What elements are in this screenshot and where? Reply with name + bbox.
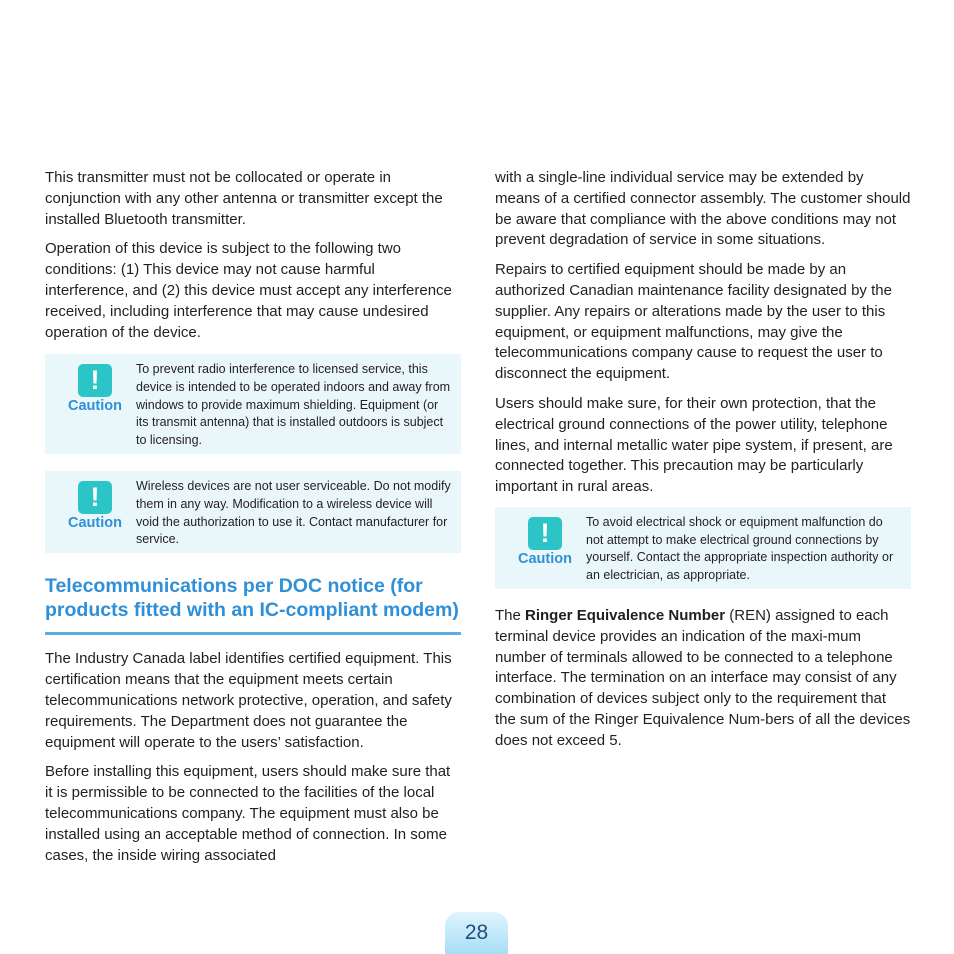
caution-label: Caution bbox=[68, 515, 122, 532]
ren-rest: (REN) assigned to each terminal device provides an indication of the maxi-mum number of terminals allowed to be connected to a telephone interface. The termination on an interface may consist of any combination of devices subject only to the requirement that the sum of the Ringer Equivalence Num-bers of all the devices does not exceed 5. bbox=[495, 606, 911, 749]
body-paragraph: The Industry Canada label identifies certified equipment. This certification means that the equipment meets certain telecommunications network protective, operation, and safety requirements. The Department does not guarantee the equipment will operate to the users’ satisfaction. bbox=[45, 650, 452, 751]
ren-lead: The bbox=[495, 606, 526, 624]
body-paragraph: Before installing this equipment, users should make sure that it is permissible to be connected to the facilities of the local telecommunications company. The equipment must also be installed using an acceptable method of connection. In some cases, the inside wiring associated bbox=[45, 763, 451, 864]
body-paragraph: Users should make sure, for their own protection, that the electrical ground connections of the power utility, telephone lines, and internal metallic water pipe system, if present, are connected together. This precaution may be particularly important in rural areas. bbox=[495, 394, 893, 496]
caution-badge bbox=[505, 517, 585, 567]
exclamation-icon: ! bbox=[78, 481, 112, 514]
page-number: 28 bbox=[445, 912, 508, 954]
body-paragraph: This transmitter must not be collocated or operate in conjunction with any other antenna or transmitter except the installed Bluetooth transmitter. bbox=[45, 169, 443, 228]
exclamation-icon: ! bbox=[528, 517, 562, 550]
caution-badge bbox=[55, 481, 135, 531]
body-paragraph: Operation of this device is subject to the following two conditions: (1) This device may not cause harmful interference, and (2) this device must accept any interference received, including interference that may cause undesired operation of the device. bbox=[45, 240, 452, 341]
caution-badge bbox=[55, 364, 135, 414]
caution-box bbox=[45, 354, 461, 454]
body-paragraph: with a single-line individual service may be extended by means of a certified connector assembly. The customer should be aware that compliance with the above conditions may not prevent degradation of service in some situations. bbox=[495, 169, 911, 249]
caution-text: To prevent radio interference to licensed service, this device is intended to be operated indoors and away from windows to provide maximum shielding. Equipment (or its transmit antenna) that is installed outdoors is subject to licensing. bbox=[136, 362, 451, 447]
section-divider bbox=[45, 632, 461, 635]
exclamation-icon: ! bbox=[78, 364, 112, 397]
caution-text: Wireless devices are not user serviceable. Do not modify them in any way. Modification to a wireless device will void the authorization to use it. Contact manufacturer for service. bbox=[136, 479, 451, 547]
caution-box bbox=[45, 471, 461, 553]
ren-paragraph bbox=[495, 606, 911, 752]
caution-label: Caution bbox=[518, 550, 572, 567]
left-column bbox=[45, 168, 461, 875]
right-column bbox=[495, 168, 911, 761]
caution-text: To avoid electrical shock or equipment malfunction do not attempt to make electrical ground connections by yourself. Contact the appropriate inspection authority or an electrician, as appropriate. bbox=[586, 514, 894, 582]
body-paragraph: Repairs to certified equipment should be made by an authorized Canadian maintenance facility designated by the supplier. Any repairs or alterations made by the user to this equipment, or equipment malfunctions, may give the telecommunications company cause to request the user to disconnect the equipment. bbox=[495, 261, 892, 383]
caution-label: Caution bbox=[68, 398, 122, 415]
section-heading: Telecommunications per DOC notice (for products fitted with an IC-compliant modem) bbox=[45, 575, 459, 622]
ren-term: Ringer Equivalence Number bbox=[525, 606, 726, 624]
caution-box bbox=[495, 507, 911, 589]
